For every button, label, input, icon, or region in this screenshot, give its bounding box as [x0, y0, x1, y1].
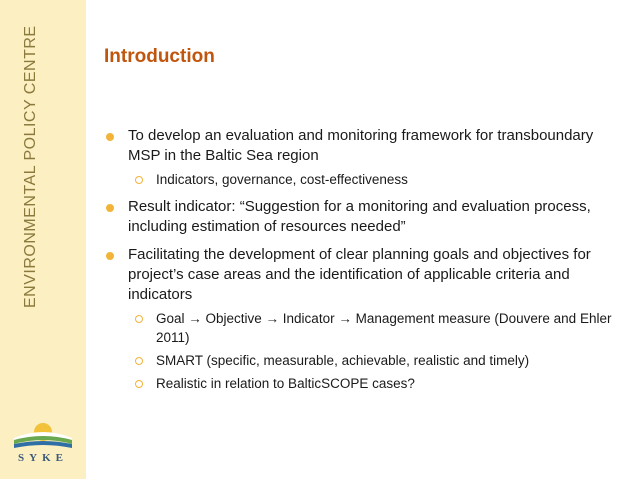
bullet-dot-icon: [106, 204, 114, 212]
sidebar: [0, 0, 86, 479]
bullet-text: Result indicator: “Suggestion for a monitoring and evaluation process, including estimation of resources needed”: [128, 198, 591, 235]
bullet-item: [104, 126, 614, 189]
sub-bullet-circle-icon: [135, 357, 143, 365]
sub-bullet-text: SMART (specific, measurable, achievable, realistic and timely): [156, 353, 530, 368]
bullet-dot-icon: [106, 252, 114, 260]
bullet-text: Facilitating the development of clear planning goals and objectives for project’s case areas and the identification of applicable criteria and indicators: [128, 246, 591, 303]
sub-bullet-item: [128, 351, 614, 370]
sub-bullet-item: [128, 170, 614, 189]
organization-name: ENVIRONMENTAL POLICY CENTRE: [22, 25, 39, 308]
bullet-item: [104, 197, 614, 237]
sub-bullet-circle-icon: [135, 380, 143, 388]
sub-bullet-item: [128, 309, 614, 347]
slide-title: Introduction: [104, 46, 215, 67]
bullet-item: [104, 245, 614, 393]
slide-content: [104, 126, 614, 401]
bullet-text: To develop an evaluation and monitoring framework for transboundary MSP in the Baltic Sea region: [128, 127, 594, 164]
sub-bullet-text: Indicators, governance, cost-effectiveness: [156, 172, 408, 187]
sub-bullet-circle-icon: [135, 315, 143, 323]
sub-bullet-text: Realistic in relation to BalticSCOPE cases?: [156, 376, 415, 391]
syke-logo-icon: [10, 418, 76, 450]
sub-bullet-circle-icon: [135, 176, 143, 184]
sub-bullet-item: [128, 374, 614, 393]
bullet-dot-icon: [106, 133, 114, 141]
syke-logo-text: SYKE: [18, 452, 68, 464]
sub-bullet-text: Goal → Objective → Indicator → Management measure (Douvere and Ehler 2011): [156, 311, 612, 345]
